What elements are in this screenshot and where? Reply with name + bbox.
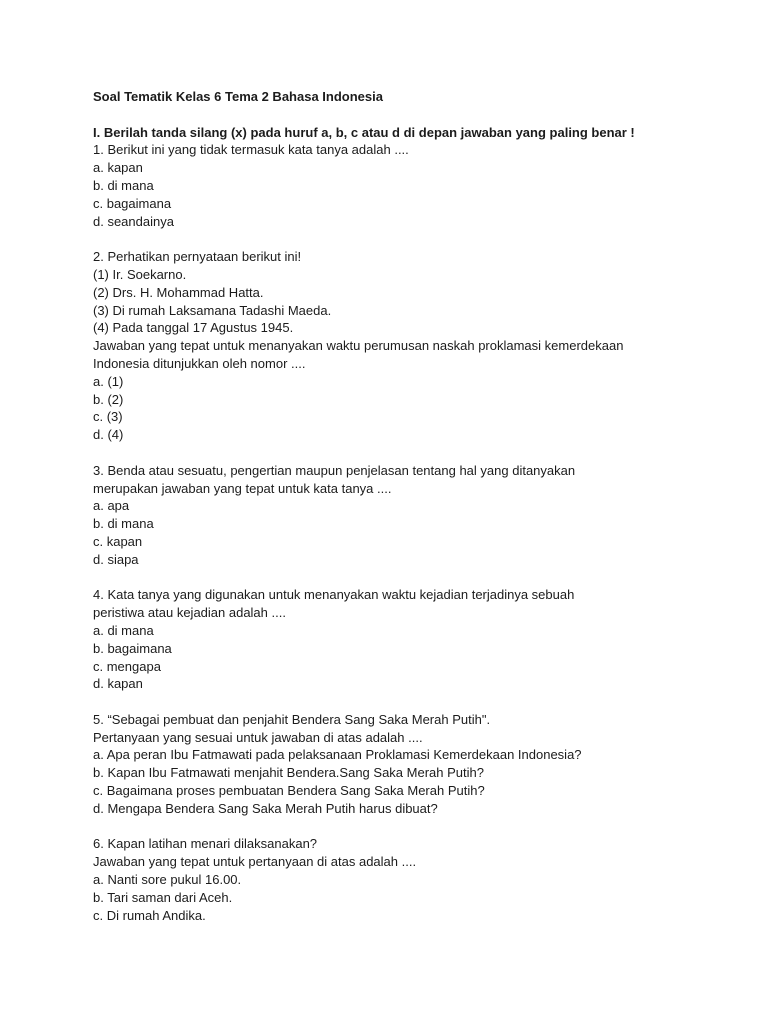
question-2-statement-2: (2) Drs. H. Mohammad Hatta. [93,284,264,300]
question-3-option-a: a. apa [93,498,130,514]
question-1-stem: 1. Berikut ini yang tidak termasuk kata tanya adalah .... [93,142,409,158]
question-5-stem-line-1: 5. “Sebagai pembuat dan penjahit Bendera Sang Saka Merah Putih". [93,711,491,727]
question-2-option-d: d. (4) [93,427,124,443]
question-4-option-a: a. di mana [93,622,154,638]
question-2 [93,248,635,444]
question-5 [93,711,635,818]
question-2-prompt-line-2: Indonesia ditunjukkan oleh nomor .... [93,355,306,371]
question-4-stem-line-2: peristiwa atau kejadian adalah .... [93,605,286,621]
question-5-option-a: a. Apa peran Ibu Fatmawati pada pelaksanaan Proklamasi Kemerdekaan Indonesia? [93,747,582,763]
question-2-option-c: c. (3) [93,409,123,425]
question-2-statement-4: (4) Pada tanggal 17 Agustus 1945. [93,320,294,336]
question-1 [93,141,635,230]
question-1-option-d: d. seandainya [93,213,174,229]
question-3 [93,462,635,569]
question-2-statement-1: (1) Ir. Soekarno. [93,266,187,282]
question-6-stem-line-1: 6. Kapan latihan menari dilaksanakan? [93,836,318,852]
question-3-option-c: c. kapan [93,533,143,549]
question-2-option-b: b. (2) [93,391,124,407]
question-6-option-c: c. Di rumah Andika. [93,907,206,923]
question-4-option-b: b. bagaimana [93,640,172,656]
question-5-stem-line-2: Pertanyaan yang sesuai untuk jawaban di atas adalah .... [93,729,423,745]
question-6-option-a: a. Nanti sore pukul 16.00. [93,872,242,888]
question-5-option-b: b. Kapan Ibu Fatmawati menjahit Bendera.Sang Saka Merah Putih? [93,765,484,781]
question-4-stem-line-1: 4. Kata tanya yang digunakan untuk menanyakan waktu kejadian terjadinya sebuah [93,587,575,603]
question-2-statement-3: (3) Di rumah Laksamana Tadashi Maeda. [93,302,332,318]
question-5-option-d: d. Mengapa Bendera Sang Saka Merah Putih harus dibuat? [93,800,438,816]
question-1-option-a: a. kapan [93,160,143,176]
page-title: Soal Tematik Kelas 6 Tema 2 Bahasa Indonesia [93,89,383,104]
question-3-stem-line-1: 3. Benda atau sesuatu, pengertian maupun penjelasan tentang hal yang ditanyakan [93,462,576,478]
question-4-option-d: d. kapan [93,676,143,692]
question-6-option-b: b. Tari saman dari Aceh. [93,889,233,905]
question-1-option-c: c. bagaimana [93,195,172,211]
question-6-stem-line-2: Jawaban yang tepat untuk pertanyaan di atas adalah .... [93,854,417,870]
document-body [93,88,635,924]
question-3-option-d: d. siapa [93,551,139,567]
question-4 [93,586,635,693]
question-4-option-c: c. mengapa [93,658,161,674]
question-2-prompt-line-1: Jawaban yang tepat untuk menanyakan waktu perumusan naskah proklamasi kemerdekaan [93,338,624,354]
question-5-option-c: c. Bagaimana proses pembuatan Bendera Sang Saka Merah Putih? [93,783,485,799]
question-6 [93,835,635,924]
question-2-stem: 2. Perhatikan pernyataan berikut ini! [93,249,302,265]
instruction: I. Berilah tanda silang (x) pada huruf a, b, c atau d di depan jawaban yang paling benar ! [93,124,635,140]
question-3-option-b: b. di mana [93,516,154,532]
question-2-option-a: a. (1) [93,373,124,389]
question-1-option-b: b. di mana [93,177,154,193]
question-3-stem-line-2: merupakan jawaban yang tepat untuk kata tanya .... [93,480,392,496]
